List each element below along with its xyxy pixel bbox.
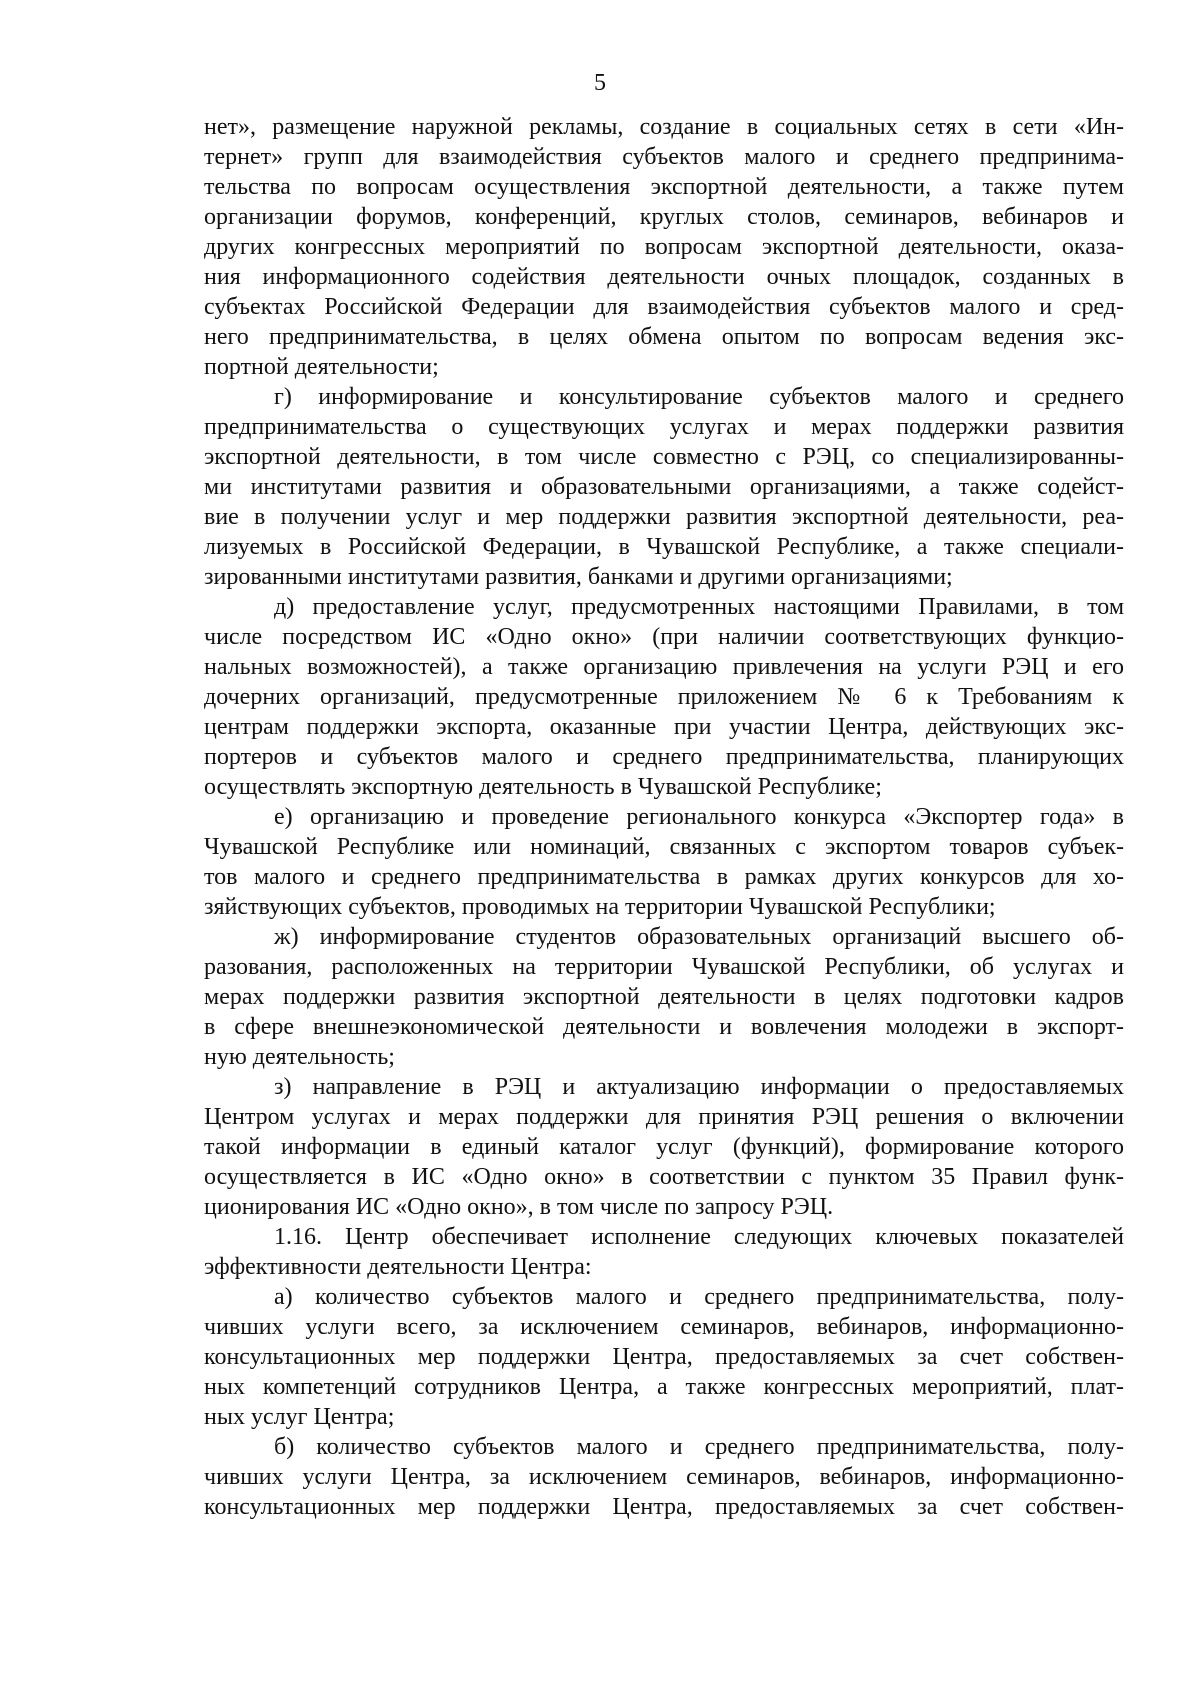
text-line: предпринимательства о существующих услугах и мерах поддержки развития xyxy=(204,414,1124,440)
text-line: зированными институтами развития, банками и другими организациями; xyxy=(204,564,953,590)
text-line: других конгрессных мероприятий по вопросам экспортной деятельности, оказа- xyxy=(204,234,1124,260)
text-line: мерах поддержки развития экспортной деятельности в целях подготовки кадров xyxy=(204,984,1124,1010)
text-line: чивших услуги Центра, за исключением семинаров, вебинаров, информационно- xyxy=(204,1464,1124,1490)
text-line: тов малого и среднего предпринимательства в рамках других конкурсов для хо- xyxy=(204,864,1124,890)
text-line: ж) информирование студентов образовательных организаций высшего об- xyxy=(274,924,1124,950)
text-line: осуществлять экспортную деятельность в Чувашской Республике; xyxy=(204,774,882,800)
text-line: лизуемых в Российской Федерации, в Чувашской Республике, а также специали- xyxy=(204,534,1124,560)
page-number: 5 xyxy=(594,70,606,96)
text-line: центрам поддержки экспорта, оказанные при участии Центра, действующих экс- xyxy=(204,714,1124,740)
text-line: е) организацию и проведение регионального конкурса «Экспортер года» в xyxy=(274,804,1124,830)
text-line: такой информации в единый каталог услуг (функций), формирование которого xyxy=(204,1134,1124,1160)
text-line: тернет» групп для взаимодействия субъектов малого и среднего предпринима- xyxy=(204,144,1124,170)
text-line: Чувашской Республике или номинаций, связанных с экспортом товаров субъек- xyxy=(204,834,1124,860)
text-line: экспортной деятельности, в том числе совместно с РЭЦ, со специализированны- xyxy=(204,444,1124,470)
text-line: нет», размещение наружной рекламы, создание в социальных сетях в сети «Ин- xyxy=(204,114,1124,140)
text-line: д) предоставление услуг, предусмотренных настоящими Правилами, в том xyxy=(274,594,1124,620)
text-line: портеров и субъектов малого и среднего предпринимательства, планирующих xyxy=(204,744,1124,770)
text-line: дочерних организаций, предусмотренные приложением № 6 к Требованиям к xyxy=(204,684,1124,710)
text-line: ми институтами развития и образовательными организациями, а также содейст- xyxy=(204,474,1124,500)
text-line: консультационных мер поддержки Центра, предоставляемых за счет собствен- xyxy=(204,1344,1124,1370)
text-line: него предпринимательства, в целях обмена опытом по вопросам ведения экс- xyxy=(204,324,1124,350)
text-line: а) количество субъектов малого и среднего предпринимательства, полу- xyxy=(274,1284,1124,1310)
text-line: ную деятельность; xyxy=(204,1044,395,1070)
text-line: субъектах Российской Федерации для взаимодействия субъектов малого и сред- xyxy=(204,294,1124,320)
text-line: ных услуг Центра; xyxy=(204,1404,395,1430)
text-line: числе посредством ИС «Одно окно» (при наличии соответствующих функцио- xyxy=(204,624,1124,650)
text-line: ных компетенций сотрудников Центра, а также конгрессных мероприятий, плат- xyxy=(204,1374,1124,1400)
text-line: зяйствующих субъектов, проводимых на территории Чувашской Республики; xyxy=(204,894,996,920)
text-line: б) количество субъектов малого и среднего предпринимательства, полу- xyxy=(274,1434,1124,1460)
text-line: эффективности деятельности Центра: xyxy=(204,1254,592,1280)
text-line: чивших услуги всего, за исключением семинаров, вебинаров, информационно- xyxy=(204,1314,1124,1340)
document-body xyxy=(204,112,1124,1522)
text-line: з) направление в РЭЦ и актуализацию информации о предоставляемых xyxy=(274,1074,1124,1100)
text-line: ционирования ИС «Одно окно», в том числе по запросу РЭЦ. xyxy=(204,1194,834,1220)
text-line: г) информирование и консультирование субъектов малого и среднего xyxy=(274,384,1124,410)
text-line: разования, расположенных на территории Чувашской Республики, об услугах и xyxy=(204,954,1124,980)
text-line: вие в получении услуг и мер поддержки развития экспортной деятельности, реа- xyxy=(204,504,1124,530)
text-line: осуществляется в ИС «Одно окно» в соответствии с пунктом 35 Правил функ- xyxy=(204,1164,1124,1190)
text-line: организации форумов, конференций, круглых столов, семинаров, вебинаров и xyxy=(204,204,1124,230)
text-line: 1.16. Центр обеспечивает исполнение следующих ключевых показателей xyxy=(274,1224,1124,1250)
text-line: ния информационного содействия деятельности очных площадок, созданных в xyxy=(204,264,1124,290)
text-line: Центром услугах и мерах поддержки для принятия РЭЦ решения о включении xyxy=(204,1104,1124,1130)
text-line: консультационных мер поддержки Центра, предоставляемых за счет собствен- xyxy=(204,1494,1124,1520)
text-line: тельства по вопросам осуществления экспортной деятельности, а также путем xyxy=(204,174,1124,200)
text-line: нальных возможностей), а также организацию привлечения на услуги РЭЦ и его xyxy=(204,654,1124,680)
text-line: портной деятельности; xyxy=(204,354,439,380)
text-line: в сфере внешнеэкономической деятельности и вовлечения молодежи в экспорт- xyxy=(204,1014,1124,1040)
